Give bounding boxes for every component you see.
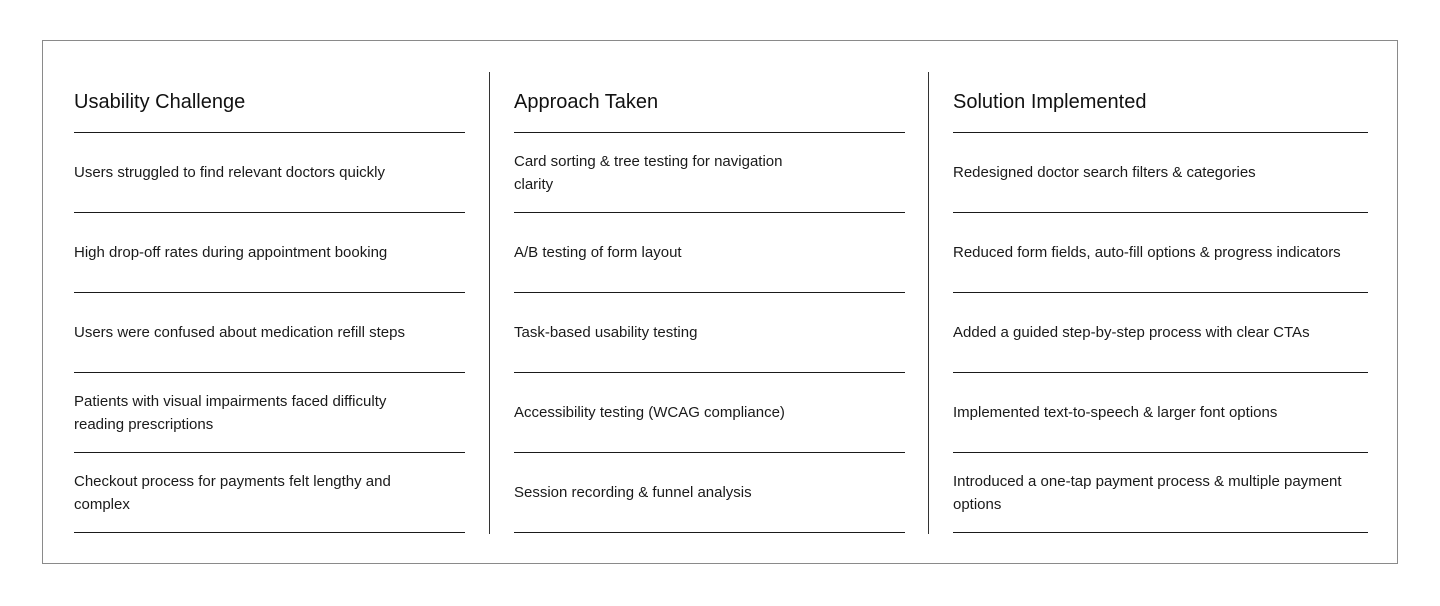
column-header: Approach Taken <box>514 72 905 133</box>
table-cell <box>514 453 905 533</box>
column-approach-taken <box>514 72 905 533</box>
table-cell <box>514 293 905 373</box>
table-cell <box>953 373 1368 453</box>
cell-text: Checkout process for payments felt lengthy and complex <box>74 472 391 513</box>
cell-text: Patients with visual impairments faced difficulty reading prescriptions <box>74 392 387 433</box>
cell-text: Users struggled to find relevant doctors quickly <box>74 164 385 181</box>
table-cell <box>514 133 905 213</box>
table-cell <box>514 213 905 293</box>
table-cell <box>953 293 1368 373</box>
table-cell <box>953 213 1368 293</box>
cell-text: Introduced a one-tap payment process & multiple payment options <box>953 472 1342 513</box>
column-divider <box>928 72 929 534</box>
column-usability-challenge <box>74 72 465 533</box>
column-solution-implemented <box>953 72 1368 533</box>
cell-text: Task-based usability testing <box>514 324 698 341</box>
cell-text: A/B testing of form layout <box>514 244 682 261</box>
cell-text: Session recording & funnel analysis <box>514 484 752 501</box>
table-cell <box>514 373 905 453</box>
cell-text: Added a guided step-by-step process with clear CTAs <box>953 324 1310 341</box>
cell-text: Reduced form fields, auto-fill options & progress indicators <box>953 244 1341 261</box>
table-cell <box>74 293 465 373</box>
table-cell <box>74 213 465 293</box>
cell-text: Card sorting & tree testing for navigation clarity <box>514 152 783 193</box>
table-cell <box>74 373 465 453</box>
column-divider <box>489 72 490 534</box>
cell-text: Implemented text-to-speech & larger font options <box>953 404 1278 421</box>
table-cell <box>74 453 465 533</box>
cell-text: Users were confused about medication refill steps <box>74 324 405 341</box>
cell-text: High drop-off rates during appointment booking <box>74 244 388 261</box>
table-cell <box>74 133 465 213</box>
table-cell <box>953 453 1368 533</box>
column-header: Usability Challenge <box>74 72 465 133</box>
cell-text: Redesigned doctor search filters & categories <box>953 164 1256 181</box>
cell-text: Accessibility testing (WCAG compliance) <box>514 404 785 421</box>
table-cell <box>953 133 1368 213</box>
column-header: Solution Implemented <box>953 72 1368 133</box>
